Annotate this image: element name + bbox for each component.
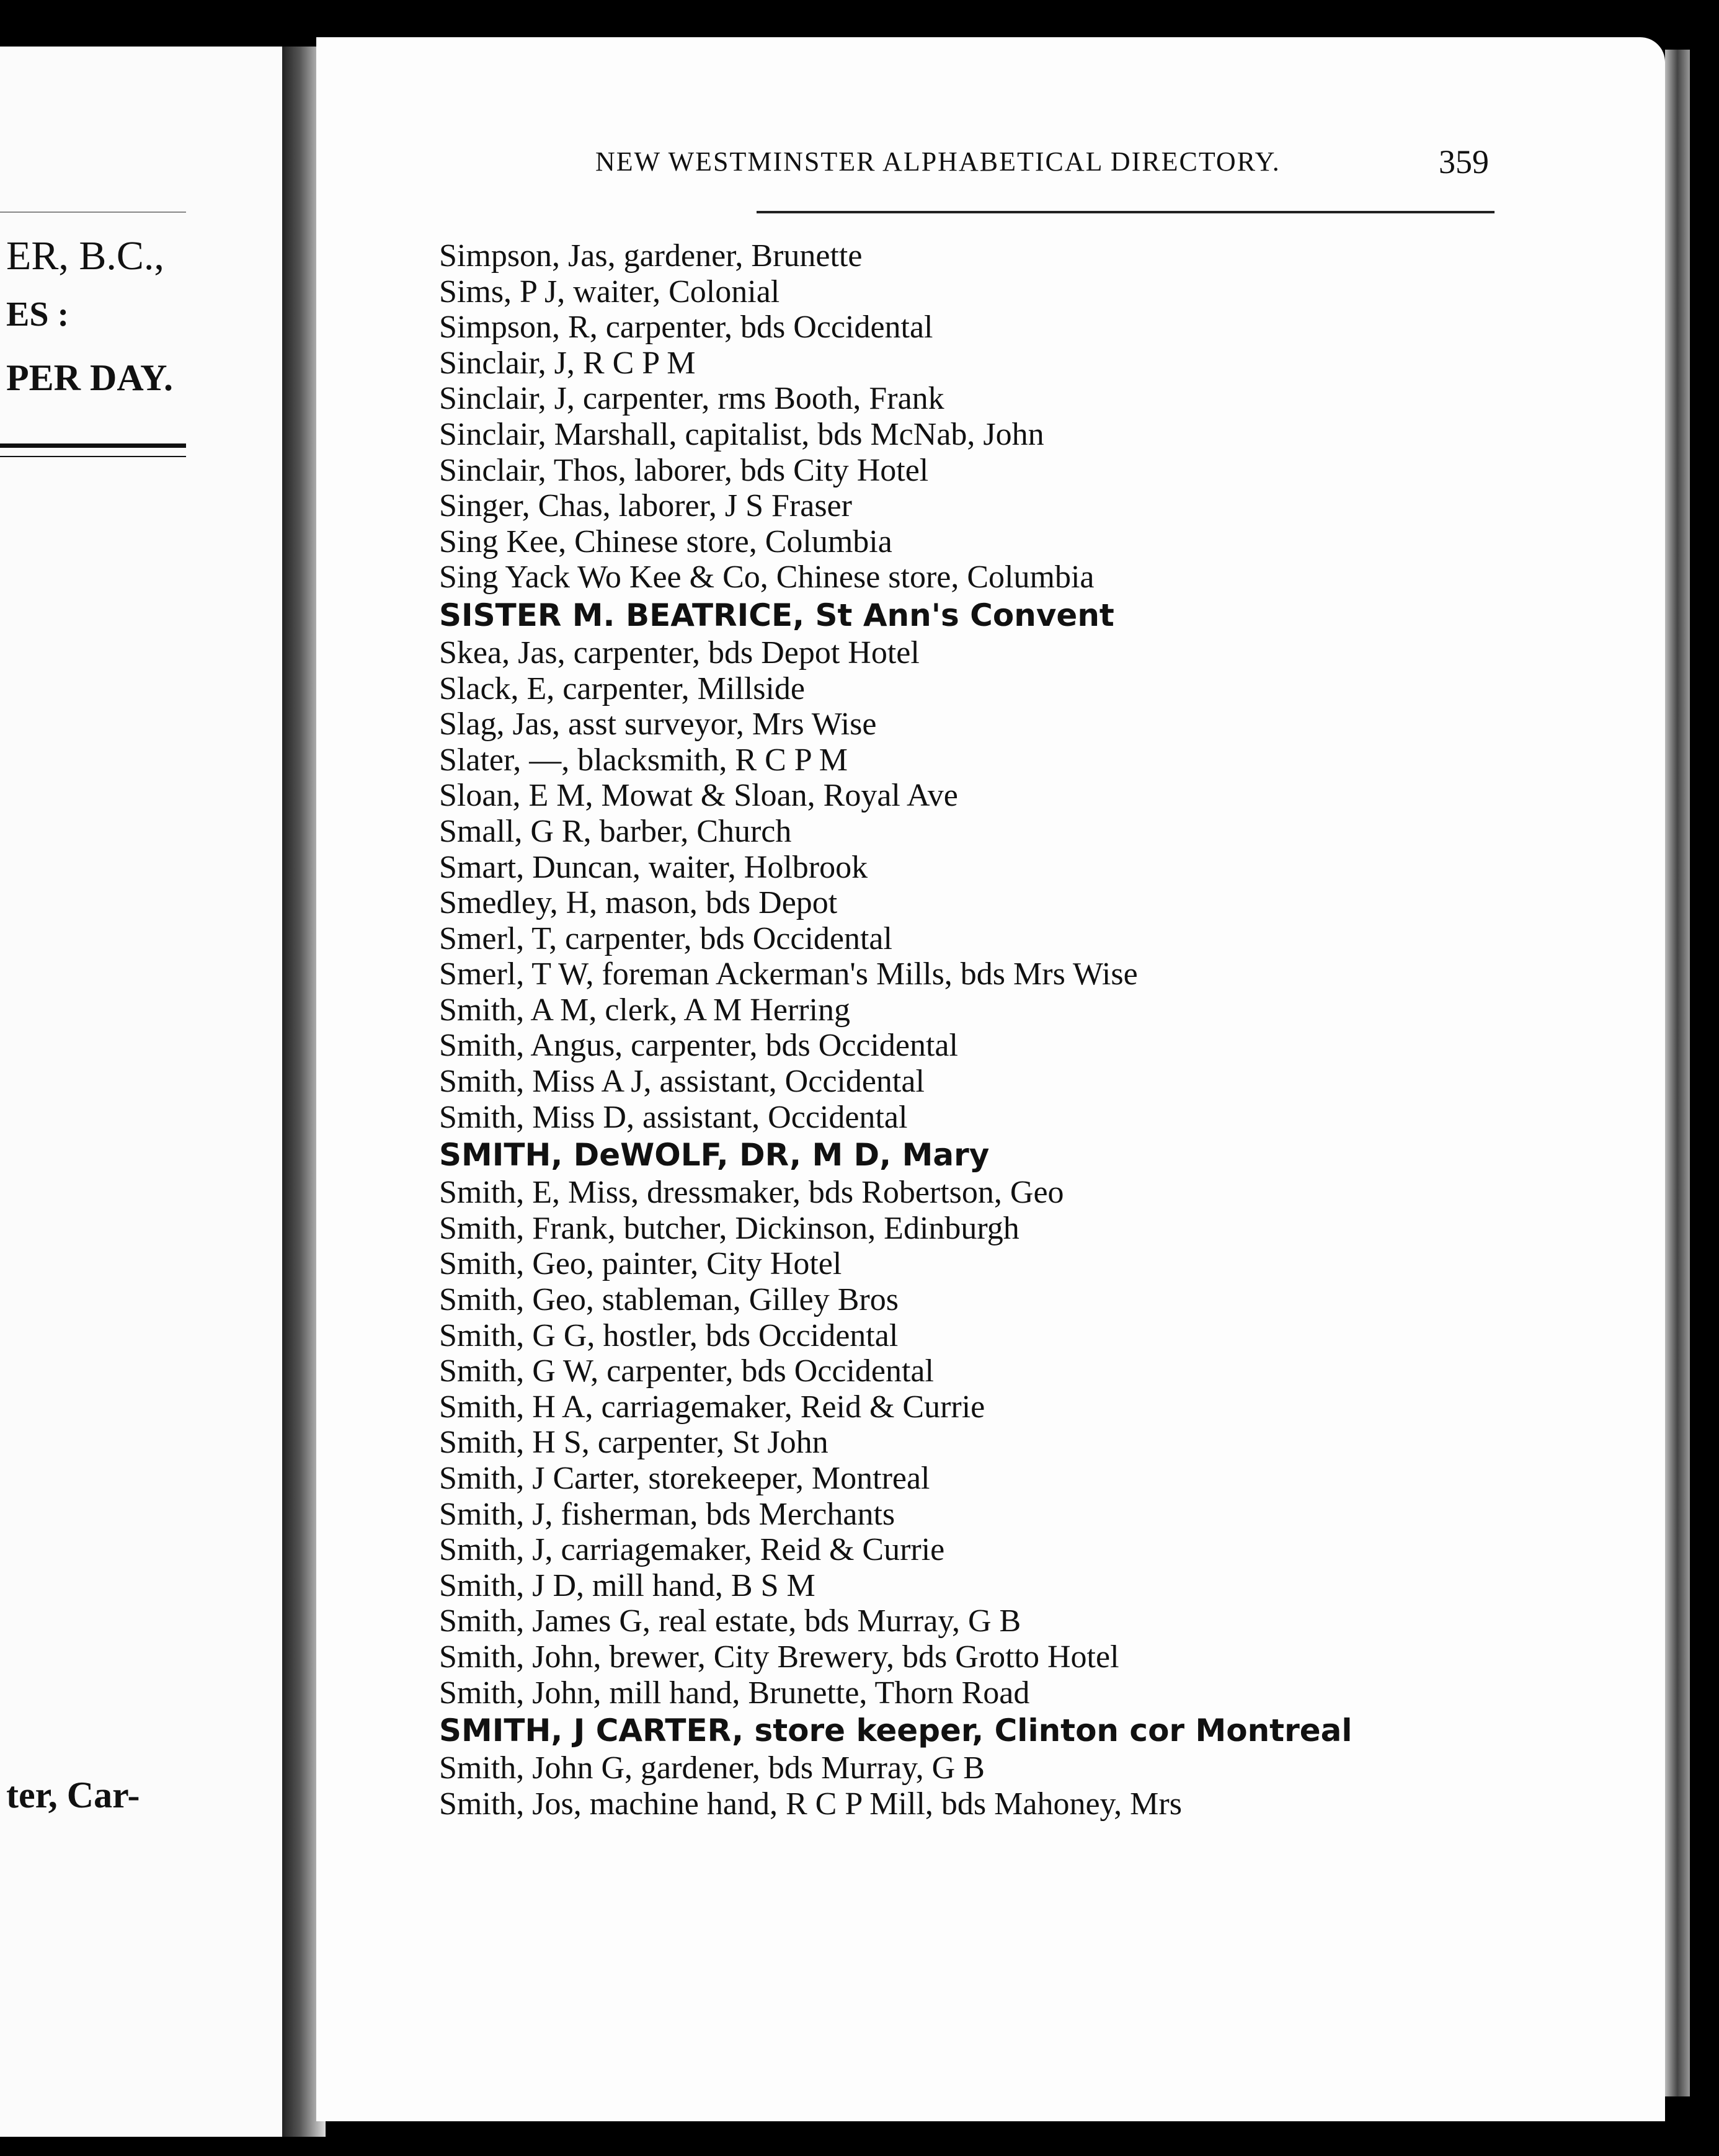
previous-page-rule: [0, 443, 186, 448]
directory-entry: Smith, G W, carpenter, bds Occidental: [439, 1353, 934, 1389]
directory-entry: Sinclair, Marshall, capitalist, bds McNab, John: [439, 416, 1044, 452]
directory-entry: Sims, P J, waiter, Colonial: [439, 274, 780, 310]
directory-entry: Smedley, H, mason, bds Depot: [439, 885, 838, 921]
directory-entry: Smith, J Carter, storekeeper, Montreal: [439, 1461, 930, 1496]
page-edge: [1665, 50, 1690, 2096]
directory-entry: Sing Kee, Chinese store, Columbia: [439, 523, 892, 559]
directory-entry: Smith, Angus, carpenter, bds Occidental: [439, 1028, 958, 1064]
directory-entry: Sinclair, J, carpenter, rms Booth, Frank: [439, 381, 944, 417]
previous-page-fragment: [0, 47, 294, 2137]
directory-entry: Smith, John, mill hand, Brunette, Thorn Road: [439, 1675, 1030, 1711]
directory-entry: Smith, G G, hostler, bds Occidental: [439, 1317, 899, 1353]
directory-entry: Smith, J, carriagemaker, Reid & Currie: [439, 1532, 945, 1568]
directory-entries: [439, 238, 1617, 1822]
directory-entry: Smith, James G, real estate, bds Murray, G B: [439, 1603, 1021, 1639]
header-rule: [757, 211, 1495, 213]
directory-entry: Smith, Jos, machine hand, R C P Mill, bds Mahoney, Mrs: [439, 1786, 1182, 1822]
directory-entry: Smith, J, fisherman, bds Merchants: [439, 1496, 895, 1532]
directory-entry: Slag, Jas, asst surveyor, Mrs Wise: [439, 706, 877, 742]
directory-entry: Simpson, Jas, gardener, Brunette: [439, 238, 863, 274]
directory-entry: Smith, Geo, painter, City Hotel: [439, 1246, 842, 1282]
previous-page-text-line: ES :: [6, 295, 69, 334]
previous-page-text-line: ter, Car-: [6, 1775, 140, 1815]
directory-entry: Simpson, R, carpenter, bds Occidental: [439, 310, 933, 345]
directory-entry-bold: SMITH, DeWOLF, DR, M D, Mary: [439, 1137, 990, 1174]
directory-entry: Slack, E, carpenter, Millside: [439, 670, 805, 706]
page-number: 359: [1439, 143, 1489, 180]
directory-entry: Smith, A M, clerk, A M Herring: [439, 992, 850, 1028]
directory-entry: Smith, John, brewer, City Brewery, bds Grotto Hotel: [439, 1639, 1119, 1675]
directory-entry: Smith, Miss D, assistant, Occidental: [439, 1099, 908, 1135]
directory-entry: Skea, Jas, carpenter, bds Depot Hotel: [439, 635, 920, 670]
previous-page-rule: [0, 212, 186, 213]
directory-entry: Small, G R, barber, Church: [439, 813, 792, 849]
directory-entry: Smerl, T W, foreman Ackerman's Mills, bds Mrs Wise: [439, 956, 1138, 992]
directory-entry: Smerl, T, carpenter, bds Occidental: [439, 920, 892, 956]
directory-entry: Smart, Duncan, waiter, Holbrook: [439, 849, 868, 885]
directory-entry: Smith, John G, gardener, bds Murray, G B: [439, 1750, 985, 1786]
running-header: NEW WESTMINSTER ALPHABETICAL DIRECTORY.: [595, 146, 1281, 177]
directory-entry-bold: SISTER M. BEATRICE, St Ann's Convent: [439, 597, 1114, 633]
directory-entry: Sinclair, J, R C P M: [439, 345, 696, 381]
directory-entry-bold: SMITH, J CARTER, store keeper, Clinton cor Montreal: [439, 1713, 1353, 1749]
directory-entry: Sinclair, Thos, laborer, bds City Hotel: [439, 452, 929, 488]
directory-entry: Slater, —, blacksmith, R C P M: [439, 742, 848, 778]
directory-entry: Smith, E, Miss, dressmaker, bds Robertson, Geo: [439, 1175, 1064, 1211]
previous-page-rule: [0, 456, 186, 457]
directory-entry: Smith, H A, carriagemaker, Reid & Currie: [439, 1389, 985, 1425]
directory-entry: Sloan, E M, Mowat & Sloan, Royal Ave: [439, 778, 958, 814]
directory-entry: Sing Yack Wo Kee & Co, Chinese store, Columbia: [439, 559, 1095, 595]
directory-entry: Singer, Chas, laborer, J S Fraser: [439, 488, 852, 524]
previous-page-text-line: ER, B.C.,: [6, 233, 164, 278]
previous-page-text-line: PER DAY.: [6, 357, 173, 398]
directory-entry: Smith, Geo, stableman, Gilley Bros: [439, 1282, 899, 1318]
directory-entry: Smith, J D, mill hand, B S M: [439, 1567, 815, 1603]
directory-entry: Smith, Frank, butcher, Dickinson, Edinburgh: [439, 1210, 1019, 1246]
directory-entry: Smith, H S, carpenter, St John: [439, 1425, 828, 1461]
directory-entry: Smith, Miss A J, assistant, Occidental: [439, 1064, 925, 1100]
